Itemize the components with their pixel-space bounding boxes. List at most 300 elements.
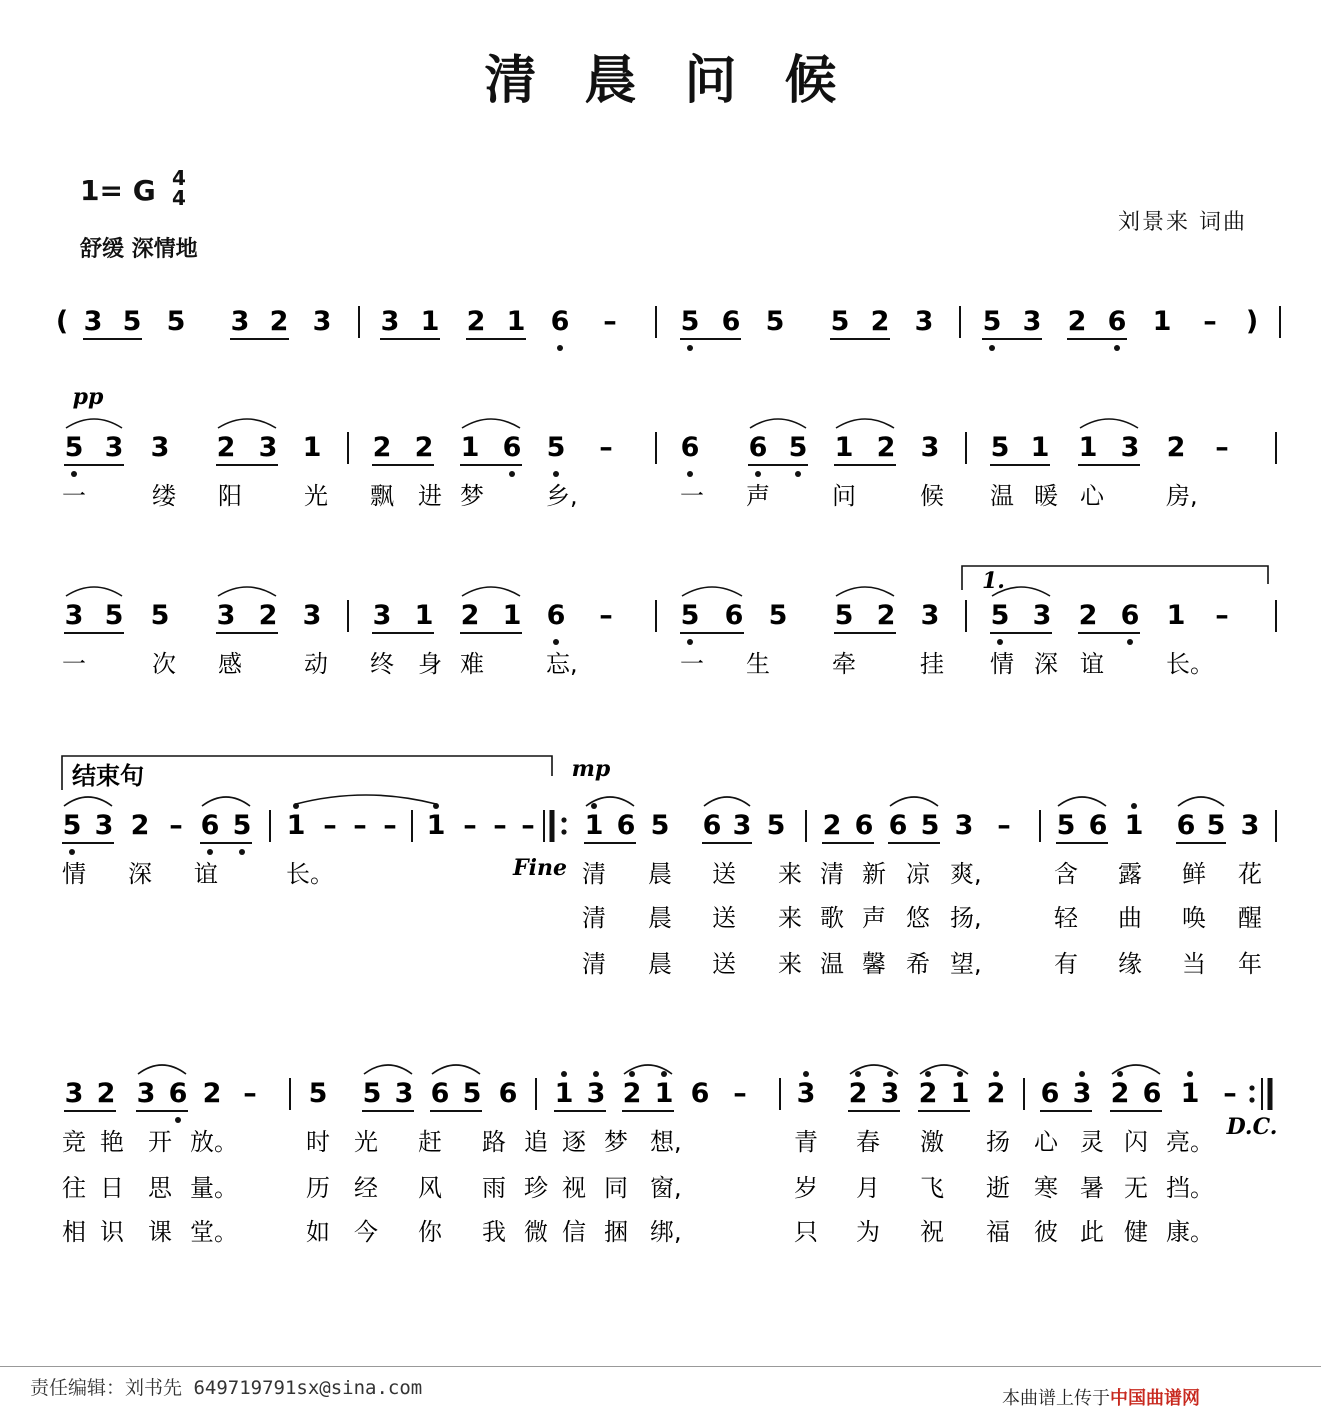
- lyric-line5-v2-14: 飞: [920, 1174, 944, 1202]
- note: 2: [1166, 432, 1186, 463]
- note: 3: [914, 306, 934, 337]
- lyric-line5-v2-16: 寒: [1034, 1174, 1058, 1202]
- note: 3: [394, 1078, 414, 1109]
- repeat-dot: [561, 817, 566, 822]
- lyric-line2-7: 乡,: [546, 482, 578, 510]
- note: 3: [216, 600, 236, 631]
- note: 5: [362, 1078, 382, 1109]
- low-octave-dot: [69, 849, 75, 855]
- low-octave-dot: [687, 345, 693, 351]
- fine-marking: Fine: [513, 855, 567, 881]
- time-signature-bottom: 4: [172, 186, 186, 210]
- lyric-line5-v2-11: 窗,: [650, 1174, 682, 1202]
- lyric-line4-v1-11: 花: [1238, 860, 1262, 888]
- slur: [218, 419, 276, 428]
- lyric-line3-10: 牵: [832, 650, 856, 678]
- note: –: [599, 432, 613, 463]
- lyric-line3-15: 长。: [1166, 650, 1214, 678]
- dc-marking: D.C.: [1226, 1114, 1278, 1140]
- high-octave-dot: [993, 1071, 999, 1077]
- note: 2: [1110, 1078, 1130, 1109]
- lyric-line5-v3-18: 健: [1124, 1218, 1148, 1246]
- lyric-line5-v3-2: 课: [148, 1218, 172, 1246]
- lyric-line5-v1-17: 灵: [1080, 1128, 1104, 1156]
- lyric-line5-v3-12: 只: [794, 1218, 818, 1246]
- note: 1: [554, 1078, 574, 1109]
- lyric-line5-v1-18: 闪: [1124, 1128, 1148, 1156]
- note: 5: [462, 1078, 482, 1109]
- note: 3: [136, 1078, 156, 1109]
- slur: [750, 419, 806, 428]
- lyric-line5-v3-16: 彼: [1034, 1218, 1058, 1246]
- note: 5: [64, 432, 84, 463]
- note: 5: [990, 432, 1010, 463]
- note: 2: [216, 432, 236, 463]
- note: 5: [122, 306, 142, 337]
- lyric-line3-13: 深: [1034, 650, 1058, 678]
- lyric-line3-6: 难: [460, 650, 484, 678]
- note: 3: [83, 306, 103, 337]
- lyric-line4-v3-0: 清: [582, 950, 606, 978]
- low-octave-dot: [509, 471, 515, 477]
- lyric-line2-2: 阳: [218, 482, 242, 510]
- lyric-line4-3: 长。: [286, 860, 334, 888]
- lyric-line4-v2-7: 扬,: [950, 904, 982, 932]
- note: 2: [96, 1078, 116, 1109]
- note: 6: [1142, 1078, 1162, 1109]
- note: 2: [269, 306, 289, 337]
- lyric-line3-2: 感: [218, 650, 242, 678]
- lyric-line5-v3-13: 为: [856, 1218, 880, 1246]
- lyric-line3-3: 动: [304, 650, 328, 678]
- note: 6: [1040, 1078, 1060, 1109]
- note: 1: [950, 1078, 970, 1109]
- note: 2: [1078, 600, 1098, 631]
- lyric-line3-11: 挂: [920, 650, 944, 678]
- note: 5: [830, 306, 850, 337]
- note: 1: [1152, 306, 1172, 337]
- lyric-line4-v3-5: 馨: [862, 950, 886, 978]
- lyric-line4-v2-1: 晨: [648, 904, 672, 932]
- lyric-line2-10: 问: [832, 482, 856, 510]
- note: 1: [460, 432, 480, 463]
- tempo-marking: 舒缓 深情地: [80, 237, 198, 262]
- lyric-line5-v1-10: 梦: [604, 1128, 628, 1156]
- lyric-line2-13: 暖: [1034, 482, 1058, 510]
- footer-upload-text: 本曲谱上传于: [1002, 1388, 1110, 1409]
- high-octave-dot: [855, 1071, 861, 1077]
- lyric-line5-v3-15: 福: [986, 1218, 1010, 1246]
- note: 3: [732, 810, 752, 841]
- lyric-line5-v1-8: 追: [524, 1128, 548, 1156]
- note: 6: [498, 1078, 518, 1109]
- note: 1: [654, 1078, 674, 1109]
- note: 3: [880, 1078, 900, 1109]
- slur: [1080, 419, 1138, 428]
- note: 3: [1022, 306, 1042, 337]
- note: –: [1223, 1078, 1237, 1109]
- lyric-line5-v2-17: 暑: [1080, 1174, 1104, 1202]
- note: 3: [920, 600, 940, 631]
- note: 2: [622, 1078, 642, 1109]
- note: 6: [1088, 810, 1108, 841]
- note: 5: [920, 810, 940, 841]
- low-octave-dot: [207, 849, 213, 855]
- note: 5: [766, 810, 786, 841]
- note: 2: [870, 306, 890, 337]
- lyric-line5-v2-7: 雨: [482, 1174, 506, 1202]
- note: –: [1215, 432, 1229, 463]
- lyric-line5-v3-6: 你: [418, 1218, 442, 1246]
- note: 5: [232, 810, 252, 841]
- slur: [836, 587, 894, 596]
- lyric-line4-v1-5: 新: [862, 860, 886, 888]
- note: 2: [918, 1078, 938, 1109]
- note: 6: [616, 810, 636, 841]
- note: 3: [104, 432, 124, 463]
- low-octave-dot: [175, 1117, 181, 1123]
- lyric-line5-v2-13: 月: [856, 1174, 880, 1202]
- note: 3: [1072, 1078, 1092, 1109]
- lyric-line4-v1-10: 鲜: [1182, 860, 1206, 888]
- slur: [1178, 797, 1224, 806]
- lyric-line4-v2-5: 声: [862, 904, 886, 932]
- lyric-line3-9: 生: [746, 650, 770, 678]
- note: 6: [550, 306, 570, 337]
- lyric-line2-15: 房,: [1166, 482, 1198, 510]
- note: 5: [1056, 810, 1076, 841]
- high-octave-dot: [1117, 1071, 1123, 1077]
- note: –: [463, 810, 477, 841]
- author-credit: 刘景来 词曲: [1118, 210, 1247, 235]
- lyric-line5-v1-11: 想,: [650, 1128, 682, 1156]
- lyric-line4-v2-9: 曲: [1118, 904, 1142, 932]
- lyric-line5-v2-0: 往: [62, 1174, 86, 1202]
- note: 5: [768, 600, 788, 631]
- low-octave-dot: [553, 471, 559, 477]
- slur: [682, 587, 742, 596]
- note: 3: [1120, 432, 1140, 463]
- lyric-line5-v2-19: 挡。: [1166, 1174, 1214, 1202]
- note: 3: [920, 432, 940, 463]
- slur: [66, 587, 122, 596]
- note: 1: [1030, 432, 1050, 463]
- note: 3: [954, 810, 974, 841]
- lyric-line4-v3-1: 晨: [648, 950, 672, 978]
- note: 1: [414, 600, 434, 631]
- lyric-line4-v3-8: 有: [1054, 950, 1078, 978]
- lyric-line5-v3-5: 今: [354, 1218, 378, 1246]
- note: 6: [1107, 306, 1127, 337]
- note: 6: [502, 432, 522, 463]
- time-signature-top: 4: [172, 166, 186, 190]
- high-octave-dot: [629, 1071, 635, 1077]
- lyric-line5-v1-2: 开: [148, 1128, 172, 1156]
- high-octave-dot: [661, 1071, 667, 1077]
- slur: [462, 587, 520, 596]
- lyric-line5-v3-14: 祝: [920, 1218, 944, 1246]
- note: 2: [414, 432, 434, 463]
- slur: [364, 1065, 412, 1074]
- note: 5: [650, 810, 670, 841]
- slur: [890, 797, 938, 806]
- lyric-line4-v3-3: 来: [778, 950, 802, 978]
- note: 1: [302, 432, 322, 463]
- note: –: [383, 810, 397, 841]
- note: 2: [848, 1078, 868, 1109]
- lyric-line4-v2-10: 唤: [1182, 904, 1206, 932]
- high-octave-dot: [593, 1071, 599, 1077]
- note: 6: [680, 432, 700, 463]
- note: 5: [788, 432, 808, 463]
- note: 6: [854, 810, 874, 841]
- note: 5: [166, 306, 186, 337]
- lyric-line4-v1-7: 爽,: [950, 860, 982, 888]
- note: –: [323, 810, 337, 841]
- note: 3: [230, 306, 250, 337]
- note: 5: [990, 600, 1010, 631]
- lyric-line5-v3-10: 捆: [604, 1218, 628, 1246]
- low-octave-dot: [755, 471, 761, 477]
- lyric-line2-8: 一: [680, 482, 704, 510]
- lyric-line4-v3-4: 温: [820, 950, 844, 978]
- note: 6: [702, 810, 722, 841]
- slur: [704, 797, 750, 806]
- note: 1: [1180, 1078, 1200, 1109]
- note: 6: [1176, 810, 1196, 841]
- repeat-dot: [1249, 1097, 1254, 1102]
- lyric-line5-v2-4: 历: [306, 1174, 330, 1202]
- note: 5: [982, 306, 1002, 337]
- lyric-line3-5: 身: [418, 650, 442, 678]
- high-octave-dot: [957, 1071, 963, 1077]
- lyric-line5-v1-7: 路: [482, 1128, 506, 1156]
- lyric-line4-v2-2: 送: [712, 904, 736, 932]
- low-octave-dot: [553, 639, 559, 645]
- lyric-line5-v1-9: 逐: [562, 1128, 586, 1156]
- lyric-line4-v2-0: 清: [582, 904, 606, 932]
- lyric-line4-1: 深: [128, 860, 152, 888]
- footer-brand: 中国曲谱网: [1110, 1388, 1200, 1409]
- note: 6: [724, 600, 744, 631]
- lyric-line4-v2-11: 醒: [1238, 904, 1262, 932]
- high-octave-dot: [925, 1071, 931, 1077]
- dynamic-mp: mp: [571, 756, 611, 782]
- paren-open: (: [55, 306, 69, 337]
- note: 2: [466, 306, 486, 337]
- lyric-line2-12: 温: [990, 482, 1014, 510]
- lyric-line4-v1-9: 露: [1118, 860, 1142, 888]
- note: –: [997, 810, 1011, 841]
- lyric-line5-v1-5: 光: [354, 1128, 378, 1156]
- lyric-line5-v1-0: 竞: [62, 1128, 86, 1156]
- note: 5: [1206, 810, 1226, 841]
- lyric-line3-7: 忘,: [546, 650, 578, 678]
- note: 3: [1032, 600, 1052, 631]
- footer-upload: [1002, 1384, 1200, 1410]
- tie: [296, 795, 436, 804]
- lyric-line3-0: 一: [62, 650, 86, 678]
- repeat-dot: [1249, 1085, 1254, 1090]
- footer-editor: 责任编辑：刘书先 649719791sx@sina.com: [30, 1377, 423, 1399]
- lyric-line3-12: 情: [990, 650, 1014, 678]
- lyric-line5-v1-3: 放。: [190, 1128, 238, 1156]
- lyric-line4-v3-10: 当: [1182, 950, 1206, 978]
- note: 2: [876, 600, 896, 631]
- low-octave-dot: [1127, 639, 1133, 645]
- lyric-line3-8: 一: [680, 650, 704, 678]
- slur: [202, 797, 250, 806]
- note: 2: [986, 1078, 1006, 1109]
- lyric-line3-14: 谊: [1080, 650, 1104, 678]
- paren-close: ): [1245, 306, 1259, 337]
- lyric-line5-v1-4: 时: [306, 1128, 330, 1156]
- note: 2: [876, 432, 896, 463]
- ending-label: 结束句: [72, 762, 144, 790]
- lyric-line5-v1-13: 春: [856, 1128, 880, 1156]
- note: 2: [1067, 306, 1087, 337]
- lyric-line5-v3-19: 康。: [1166, 1218, 1214, 1246]
- low-octave-dot: [687, 639, 693, 645]
- low-octave-dot: [989, 345, 995, 351]
- lyric-line4-v1-8: 含: [1054, 860, 1078, 888]
- note: 5: [680, 600, 700, 631]
- lyric-line4-v1-6: 凉: [906, 860, 930, 888]
- note: 6: [430, 1078, 450, 1109]
- note: –: [243, 1078, 257, 1109]
- lyric-line4-v3-7: 望,: [950, 950, 982, 978]
- note: 1: [1166, 600, 1186, 631]
- lyric-line5-v3-8: 微: [524, 1218, 548, 1246]
- note: 6: [1120, 600, 1140, 631]
- note: 3: [796, 1078, 816, 1109]
- lyric-line5-v3-11: 绑,: [650, 1218, 682, 1246]
- lyric-line5-v2-12: 岁: [794, 1174, 818, 1202]
- lyric-line5-v2-18: 无: [1124, 1174, 1148, 1202]
- note: 5: [104, 600, 124, 631]
- low-octave-dot: [687, 471, 693, 477]
- lyric-line4-v3-6: 希: [906, 950, 930, 978]
- note: 3: [1240, 810, 1260, 841]
- lyric-line5-v1-14: 激: [920, 1128, 944, 1156]
- note: 1: [426, 810, 446, 841]
- note: 3: [94, 810, 114, 841]
- high-octave-dot: [591, 803, 597, 809]
- note: 3: [372, 600, 392, 631]
- lyric-line5-v1-16: 心: [1034, 1128, 1058, 1156]
- lyric-line4-v2-3: 来: [778, 904, 802, 932]
- lyric-line5-v1-1: 艳: [100, 1128, 124, 1156]
- high-octave-dot: [1079, 1071, 1085, 1077]
- lyric-line3-4: 终: [370, 650, 394, 678]
- high-octave-dot: [561, 1071, 567, 1077]
- note: 1: [834, 432, 854, 463]
- low-octave-dot: [239, 849, 245, 855]
- note: 6: [721, 306, 741, 337]
- note: 5: [765, 306, 785, 337]
- high-octave-dot: [803, 1071, 809, 1077]
- note: –: [603, 306, 617, 337]
- note: 5: [62, 810, 82, 841]
- lyric-line5-v3-4: 如: [306, 1218, 330, 1246]
- lyric-line5-v3-9: 信: [562, 1218, 586, 1246]
- lyric-line5-v2-10: 同: [604, 1174, 628, 1202]
- lyric-line5-v3-0: 相: [62, 1218, 86, 1246]
- note: –: [733, 1078, 747, 1109]
- high-octave-dot: [887, 1071, 893, 1077]
- note: 1: [502, 600, 522, 631]
- slur: [66, 419, 122, 428]
- lyric-line4-v1-0: 清: [582, 860, 606, 888]
- lyric-line4-v2-8: 轻: [1054, 904, 1078, 932]
- note: 5: [834, 600, 854, 631]
- note: –: [169, 810, 183, 841]
- note: 3: [586, 1078, 606, 1109]
- lyric-line4-v3-9: 缘: [1118, 950, 1142, 978]
- dynamic-pp: pp: [72, 384, 104, 410]
- lyric-line4-v1-3: 来: [778, 860, 802, 888]
- volta-bracket: [962, 566, 1268, 590]
- slur: [138, 1065, 186, 1074]
- lyric-line5-v2-6: 风: [418, 1174, 442, 1202]
- note: –: [521, 810, 535, 841]
- lyric-line5-v3-17: 此: [1080, 1218, 1104, 1246]
- note: 5: [308, 1078, 328, 1109]
- note: 5: [150, 600, 170, 631]
- note: 2: [460, 600, 480, 631]
- lyric-line2-5: 进: [418, 482, 442, 510]
- lyric-line2-1: 缕: [152, 482, 176, 510]
- lyric-line4-v2-6: 悠: [906, 904, 930, 932]
- note: –: [353, 810, 367, 841]
- note: 6: [748, 432, 768, 463]
- note: 2: [372, 432, 392, 463]
- lyric-line5-v3-1: 识: [100, 1218, 124, 1246]
- lyric-line5-v2-1: 日: [100, 1174, 124, 1202]
- lyric-line5-v2-5: 经: [354, 1174, 378, 1202]
- slur: [218, 587, 276, 596]
- lyric-line3-1: 次: [152, 650, 176, 678]
- high-octave-dot: [1187, 1071, 1193, 1077]
- note: 6: [888, 810, 908, 841]
- lyric-line2-11: 候: [920, 482, 944, 510]
- note: 2: [258, 600, 278, 631]
- lyric-line4-v1-4: 清: [820, 860, 844, 888]
- low-octave-dot: [557, 345, 563, 351]
- note: 6: [546, 600, 566, 631]
- slur: [462, 419, 520, 428]
- note: 1: [506, 306, 526, 337]
- note: 6: [690, 1078, 710, 1109]
- lyric-line5-v1-15: 扬: [986, 1128, 1010, 1156]
- repeat-dot: [561, 829, 566, 834]
- lyric-line4-v2-4: 歌: [820, 904, 844, 932]
- slur: [64, 797, 112, 806]
- lyric-line2-0: 一: [62, 482, 86, 510]
- high-octave-dot: [1131, 803, 1137, 809]
- lyric-line5-v1-19: 亮。: [1166, 1128, 1214, 1156]
- lyric-line5-v2-8: 珍: [524, 1174, 548, 1202]
- note: 2: [130, 810, 150, 841]
- note: 3: [380, 306, 400, 337]
- note: 6: [200, 810, 220, 841]
- lyric-line2-3: 光: [304, 482, 328, 510]
- note: 5: [546, 432, 566, 463]
- slur: [836, 419, 894, 428]
- lyric-line4-0: 情: [62, 860, 86, 888]
- note: 2: [822, 810, 842, 841]
- note: 1: [1124, 810, 1144, 841]
